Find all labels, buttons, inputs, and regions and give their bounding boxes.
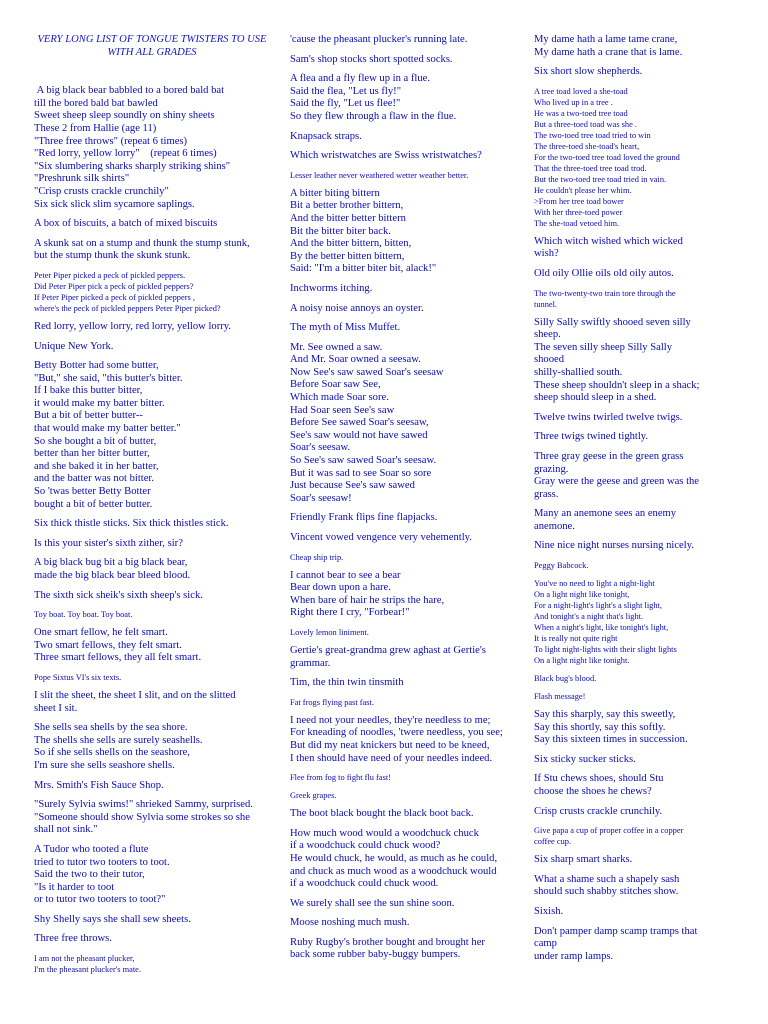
tongue-twister: What a shame such a shapely sash should such shabby stitches show.: [534, 873, 680, 898]
tongue-twister: Sixish.: [534, 906, 564, 917]
tongue-twister: You've no need to light a night-light On a light night like tonight, For a night-light's light's a slight light, And tonight's a night that's light. When a night's light, like tonight's light, It is really not quite right To light night-lights with their slight lights On a light night like tonight.: [534, 579, 677, 666]
tongue-twister: Knapsack straps.: [290, 130, 362, 142]
tongue-twister: If Stu chews shoes, should Stu choose the shoes he chews?: [534, 773, 664, 798]
tongue-twister: Fat frogs flying past fast.: [290, 697, 374, 707]
tongue-twister: Mr. See owned a saw. And Mr. Soar owned a seesaw. Now See's saw sawed Soar's seesaw Before Soar saw See, Which made Soar sore. Had Soar seen See's saw Before See sawed Soar's seesaw, See's saw would not have sawed Soar's seesaw. So See's saw sawed Soar's seesaw. But it was sad to see Soar so sore Just because See's saw sawed Soar's seesaw!: [290, 341, 444, 504]
document-title: VERY LONG LIST OF TONGUE TWISTERS TO USE WITH ALL GRADES: [37, 34, 267, 58]
tongue-twister: A flea and a fly flew up in a flue. Said the flea, "Let us fly!" Said the fly, "Let us flee!" So they flew through a flaw in the flue.: [290, 73, 457, 122]
tongue-twister: Lovely lemon liniment.: [290, 627, 369, 637]
tongue-twister: A tree toad loved a she-toad Who lived up in a tree . He was a two-toed tree toad But a three-toed toad was she . The two-toed tree toad tried to win The three-toed she-toad's heart, For the two-toed tree toad loved the ground That the three-toed tree toad trod. But the two-toed tree toad tried in vain. He couldn't please her whim. >From her tree toad bower With her three-toed power The she-toad vetoed him.: [534, 86, 680, 228]
tongue-twister: Pope Sixtus VI's six texts.: [34, 672, 122, 682]
tongue-twister: How much wood would a woodchuck chuck if a woodchuck could chuck wood? He would chuck, he would, as much as he could, and chuck as much wood as a woodchuck would if a woodchuck could chuck wood.: [290, 827, 498, 890]
tongue-twister: Peggy Babcock.: [534, 561, 589, 571]
tongue-twister: I need not your needles, they're needless to me; For kneading of noodles, 'twere needless, you see; But did my neat knickers but need to be kneed, I then should have need of your needles indeed.: [290, 714, 503, 764]
tongue-twister: Which witch wished which wicked wish?: [534, 235, 683, 260]
tongue-twister: One smart fellow, he felt smart. Two smart fellows, they felt smart. Three smart fellows, they all felt smart.: [34, 627, 202, 664]
tongue-twister: The sixth sick sheik's sixth sheep's sick.: [34, 589, 203, 601]
tongue-twister: My dame hath a lame tame crane, My dame hath a crane that is lame.: [534, 34, 683, 58]
tongue-twister: Three gray geese in the green grass grazing. Gray were the geese and green was the grass.: [534, 450, 700, 500]
tongue-twister: A noisy noise annoys an oyster.: [290, 302, 424, 314]
text-column-1: [34, 34, 270, 982]
tongue-twister: Six short slow shepherds.: [534, 66, 643, 78]
tongue-twister: Lesser leather never weathered wetter weather better.: [290, 170, 469, 180]
tongue-twister: Red lorry, yellow lorry, red lorry, yellow lorry.: [34, 320, 232, 332]
tongue-twister: Shy Shelly says she shall sew sheets.: [34, 913, 191, 925]
tongue-twister: Tim, the thin twin tinsmith: [290, 677, 404, 689]
tongue-twister: Is this your sister's sixth zither, sir?: [34, 537, 183, 549]
tongue-twister: I am not the pheasant plucker, I'm the pheasant plucker's mate.: [34, 954, 141, 975]
tongue-twister: Flash message!: [534, 692, 586, 702]
tongue-twister: I slit the sheet, the sheet I slit, and on the slitted sheet I sit.: [34, 689, 236, 714]
tongue-twister: The two-twenty-two train tore through the tunnel.: [534, 288, 676, 309]
tongue-twister: Six sticky sucker sticks.: [534, 753, 636, 765]
tongue-twister: Three free throws.: [34, 933, 112, 945]
tongue-twister: Ruby Rugby's brother bought and brought her back some rubber baby-buggy bumpers.: [290, 936, 485, 961]
tongue-twister: A big black bug bit a big black bear, made the big black bear bleed blood.: [34, 557, 191, 581]
tongue-twister: Crisp crusts crackle crunchily.: [534, 805, 663, 817]
tongue-twister: We surely shall see the sun shine soon.: [290, 897, 455, 909]
tongue-twister: "Surely Sylvia swims!" shrieked Sammy, surprised. "Someone should show Sylvia some strokes so she shall not sink.": [34, 799, 253, 836]
tongue-twister: Many an anemone sees an enemy anemone.: [534, 508, 677, 532]
tongue-twister: Which wristwatches are Swiss wristwatches?: [290, 150, 482, 162]
tongue-twister: Say this sharply, say this sweetly, Say this shortly, say this softly. Say this sixteen times in succession.: [534, 709, 688, 746]
tongue-twister: Mrs. Smith's Fish Sauce Shop.: [34, 779, 164, 791]
tongue-twister: The boot black bought the black boot back.: [290, 808, 474, 820]
tongue-twister: Flee from fog to fight flu fast!: [290, 773, 391, 783]
text-column-2: [290, 34, 526, 969]
tongue-twister: The myth of Miss Muffet.: [290, 322, 401, 334]
tongue-twister: Six sharp smart sharks.: [534, 854, 633, 866]
tongue-twister: Old oily Ollie oils old oily autos.: [534, 267, 674, 279]
tongue-twister: A Tudor who tooted a flute tried to tutor two tooters to toot. Said the two to their tutor, "Is it harder to toot or to tutor two tooters to toot?": [34, 843, 170, 906]
tongue-twister: She sells sea shells by the sea shore. The shells she sells are surely seashells. So if she sells shells on the seashore, I'm sure she sells seashore shells.: [34, 722, 203, 771]
tongue-twister: Twelve twins twirled twelve twigs.: [534, 411, 683, 423]
tongue-twister: Silly Sally swiftly shooed seven silly sheep. The seven silly sheep Silly Sally shooed shilly-shallied south. These sheep shouldn't sleep in a shack; sheep should sleep in a shed.: [534, 316, 700, 404]
tongue-twister: Gertie's great-grandma grew aghast at Gertie's grammar.: [290, 644, 486, 669]
text-column-3: [534, 34, 768, 970]
tongue-twister: Friendly Frank flips fine flapjacks.: [290, 512, 438, 524]
tongue-twister: I cannot bear to see a bear Bear down upon a hare. When bare of hair he strips the hare, Right there I cry, "Forbear!": [290, 569, 445, 619]
tongue-twister: Unique New York.: [34, 340, 114, 352]
tongue-twister: Nine nice night nurses nursing nicely.: [534, 540, 694, 552]
tongue-twister: Cheap ship trip.: [290, 552, 344, 562]
tongue-twister: Black bug's blood.: [534, 674, 597, 684]
tongue-twister: 'cause the pheasant plucker's running late.: [290, 34, 468, 45]
tongue-twister: A bitter biting bittern Bit a better brother bittern, And the bitter better bittern Bit the bitter biter back. And the bitter bittern, bitten, By the better bitten bittern, Said: "I'm a bitter biter bit, alack!": [290, 187, 437, 275]
tongue-twister: Toy boat. Toy boat. Toy boat.: [34, 610, 133, 620]
tongue-twister: Vincent vowed vengence very vehemently.: [290, 532, 472, 543]
tongue-twister: A skunk sat on a stump and thunk the stump stunk, but the stump thunk the skunk stunk.: [34, 237, 250, 262]
tongue-twister: Sam's shop stocks short spotted socks.: [290, 53, 453, 65]
tongue-twister: Inchworms itching.: [290, 282, 373, 294]
tongue-twister: Six thick thistle sticks. Six thick thistles stick.: [34, 518, 229, 530]
tongue-twister: Moose noshing much mush.: [290, 917, 410, 929]
tongue-twister: Peter Piper picked a peck of pickled peppers. Did Peter Piper pick a peck of pickled peppers? If Peter Piper picked a peck of pickled peppers , where's the peck of pickled peppers Peter Piper picked?: [34, 270, 221, 313]
tongue-twister: Greek grapes.: [290, 791, 337, 801]
tongue-twister: Give papa a cup of proper coffee in a copper coffee cup.: [534, 826, 684, 847]
tongue-twister: Betty Botter had some butter, "But," she said, "this butter's bitter. If I bake this butter bitter, it would make my batter bitter. But a bit of better butter-- that would make my batter better." So she bought a bit of butter, better than her bitter butter, and she baked it in her batter, and the batter was not bitter. So 'twas better Betty Botter bought a bit of better butter.: [34, 360, 183, 510]
tongue-twister: A big black bear babbled to a bored bald bat till the bored bald bat bawled Sweet sheep sleep soundly on shiny sheets These 2 from Hallie (age 11) "Three free throws" (repeat 6 times) "Red lorry, yellow lorry" (repeat 6 times) "Six slumbering sharks sharply striking shins" "Preshrunk silk shirts" "Crisp crusts crackle crunchily" Six sick slick slim sycamore saplings.: [34, 85, 231, 210]
tongue-twister: A box of biscuits, a batch of mixed biscuits: [34, 218, 218, 230]
tongue-twister: Don't pamper damp scamp tramps that camp under ramp lamps.: [534, 925, 698, 962]
tongue-twister: Three twigs twined tightly.: [534, 431, 649, 443]
